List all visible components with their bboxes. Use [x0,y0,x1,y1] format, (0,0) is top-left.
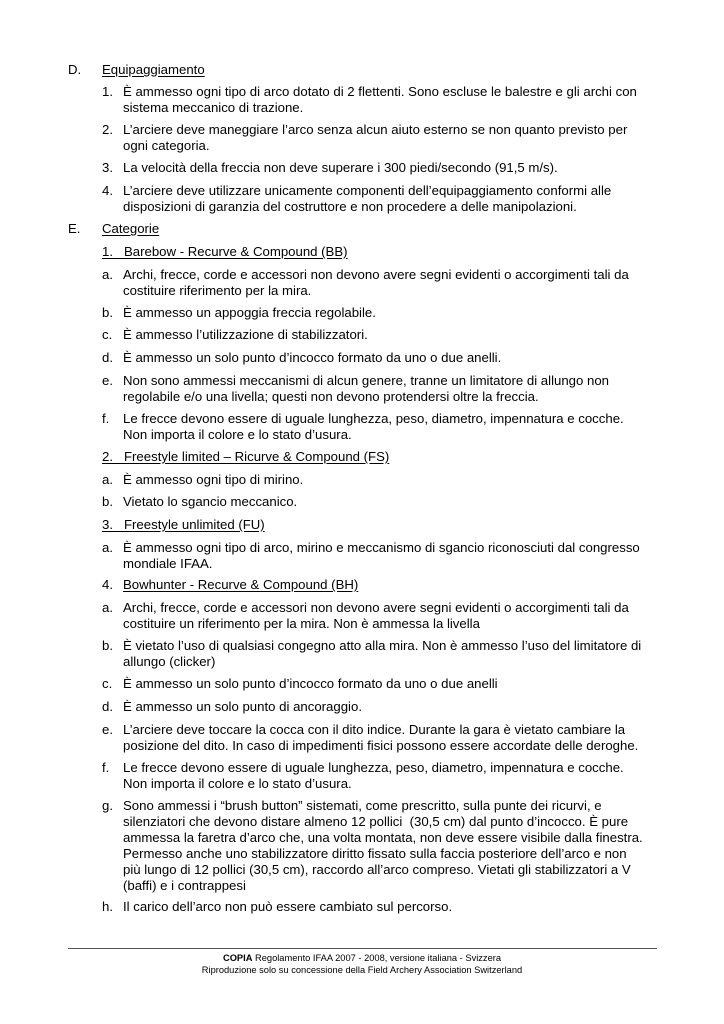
item-text: È ammesso un solo punto d’incocco formato da uno o due anelli. [123,350,502,365]
item-text: È ammesso un solo punto d’incocco formato da uno o due anelli [123,676,498,691]
footer-divider [68,948,657,949]
item-text: mondiale IFAA. [123,556,213,571]
item-text: posizione del dito. In caso di impedimenti fisici possono essere accordate delle deroghe. [123,738,639,753]
item-text: più lungo di 12 pollici (30,5 cm), raccordo all’arco compreso. Vietati gli stabilizzatori a V [123,862,631,877]
category-heading: 2. Freestyle limited – Ricurve & Compound (FS) [102,449,390,464]
item-text: Sono ammessi i “brush button” sistemati, come prescritto, sulla punte dei ricurvi, e [123,798,602,813]
item-text: allungo (clicker) [123,654,216,669]
item-text: L’arciere deve utilizzare unicamente componenti dell’equipaggiamento conformi alle [123,183,612,198]
item-letter: b. [102,305,113,320]
item-letter: e. [102,722,113,737]
category-heading: 3. Freestyle unlimited (FU) [102,517,265,532]
item-letter: d. [102,350,113,365]
category-title: Bowhunter - Recurve & Compound (BH) [123,577,359,592]
item-letter: a. [102,472,113,487]
item-number: 4. [102,183,113,198]
item-text: Le frecce devono essere di uguale lunghezza, peso, diametro, impennatura e cocche. [123,411,624,426]
section-title: Equipaggiamento [102,62,205,77]
item-letter: c. [102,327,113,342]
category-number: 4. [102,577,113,592]
item-number: 3. [102,160,113,175]
item-text: È ammesso un solo punto di ancoraggio. [123,699,362,714]
item-text: (baffi) e i contrappesi [123,878,246,893]
item-text: Non sono ammessi meccanismi di alcun genere, tranne un limitatore di allungo non [123,373,609,388]
item-text: ammessa la faretra d’arco che, una volta montata, non deve essere visibile dalla finestra. [123,830,643,845]
item-text: L’arciere deve toccare la cocca con il dito indice. Durante la gara è vietato cambiare la [123,722,626,737]
item-text: È ammesso ogni tipo di arco dotato di 2 flettenti. Sono escluse le balestre e gli archi con [123,84,637,99]
item-text: regolabile e/o una livella; questi non devono protendersi oltre la freccia. [123,389,539,404]
item-text: Le frecce devono essere di uguale lunghezza, peso, diametro, impennatura e cocche. [123,760,624,775]
footer-line-1 [0,952,724,964]
item-text: Il carico dell’arco non può essere cambiato sul percorso. [123,899,453,914]
item-letter: f. [102,760,110,775]
item-text: Vietato lo sgancio meccanico. [123,494,298,509]
item-text: Permesso anche uno stabilizzatore diritto fissato sulla faccia posteriore dell’arco e non [123,846,627,861]
item-text: Archi, frecce, corde e accessori non devono avere segni evidenti o accorgimenti tali da [123,600,629,615]
item-text: È ammesso l’utilizzazione di stabilizzatori. [123,327,368,342]
item-text: Non importa il colore e lo stato d’usura. [123,776,352,791]
item-number: 2. [102,122,113,137]
footer-text: Regolamento IFAA 2007 - 2008, versione italiana - Svizzera [252,953,502,963]
item-text: costituire un riferimento per la mira. Non è ammessa la livella [123,616,480,631]
item-letter: e. [102,373,113,388]
item-text: costituire riferimento per la mira. [123,283,312,298]
item-text: Non importa il colore e lo stato d’usura. [123,427,352,442]
item-letter: b. [102,494,113,509]
item-text: La velocità della freccia non deve superare i 300 piedi/secondo (91,5 m/s). [123,160,558,175]
section-title: Categorie [102,221,160,236]
footer-bold-label: COPIA [222,953,253,963]
item-letter: f. [102,411,110,426]
footer-line-2: Riproduzione solo su concessione della Field Archery Association Switzerland [201,965,523,975]
item-text: ogni categoria. [123,138,210,153]
item-letter: b. [102,638,113,653]
item-text: È ammesso ogni tipo di mirino. [123,472,304,487]
item-text: L’arciere deve maneggiare l’arco senza alcun aiuto esterno se non quanto previsto per [123,122,628,137]
item-letter: d. [102,699,113,714]
item-letter: a. [102,540,113,555]
section-letter: E. [68,221,81,236]
item-letter: h. [102,899,113,914]
item-text: È ammesso un appoggia freccia regolabile. [123,305,376,320]
item-text: sistema meccanico di trazione. [123,100,304,115]
item-letter: a. [102,267,113,282]
item-text: Archi, frecce, corde e accessori non devono avere segni evidenti o accorgimenti tali da [123,267,629,282]
section-letter: D. [68,62,82,77]
item-letter: a. [102,600,113,615]
item-letter: g. [102,798,113,813]
item-number: 1. [102,84,113,99]
item-text: È vietato l’uso di qualsiasi congegno atto alla mira. Non è ammesso l’uso del limitatore di [123,638,642,653]
item-text: disposizioni di garanzia del costruttore e non procedere a delle manipolazioni. [123,199,577,214]
item-letter: c. [102,676,113,691]
item-text: È ammesso ogni tipo di arco, mirino e meccanismo di sgancio riconosciuti dal congresso [123,540,640,555]
item-text: silenziatori che devono distare almeno 12 pollici (30,5 cm) dal punto d’incocco. È pure [123,814,629,829]
category-heading: 1. Barebow - Recurve & Compound (BB) [102,244,348,259]
